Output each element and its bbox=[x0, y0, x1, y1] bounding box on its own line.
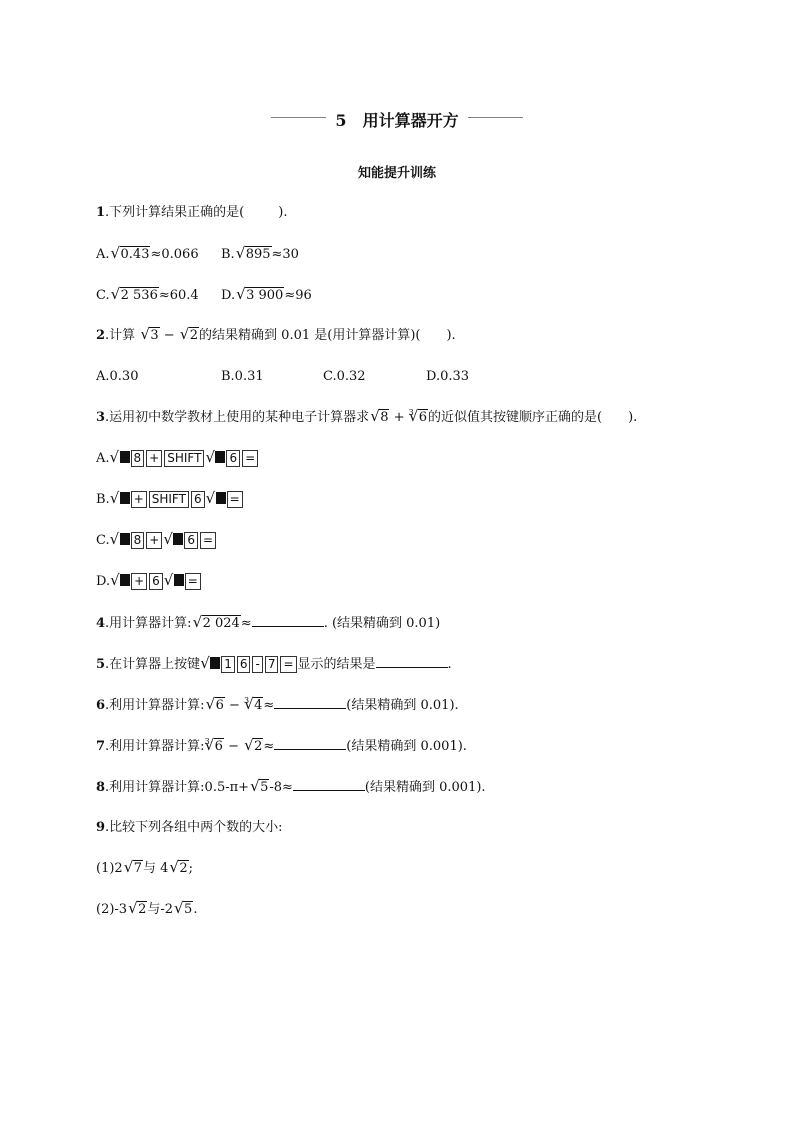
title-block bbox=[0, 108, 794, 136]
operator: − bbox=[223, 739, 244, 754]
radicand: 2 024 bbox=[202, 616, 240, 631]
answer-blank[interactable] bbox=[274, 696, 346, 709]
question-text: .下列计算结果正确的是( bbox=[105, 205, 245, 220]
sqrt bbox=[124, 860, 143, 878]
question-number: 7 bbox=[96, 739, 106, 754]
radicand: 2 bbox=[189, 328, 199, 343]
question-number: 5 bbox=[96, 657, 106, 672]
option-label: D. bbox=[221, 288, 236, 303]
option-d bbox=[221, 287, 312, 305]
question-3 bbox=[96, 409, 637, 428]
radicand: 2 bbox=[138, 902, 147, 917]
question-tail: ). bbox=[278, 205, 288, 220]
sqrt bbox=[244, 697, 263, 715]
q9-part-2 bbox=[96, 901, 197, 919]
question-5 bbox=[96, 655, 452, 674]
page-title bbox=[0, 108, 794, 131]
radicand: 3 bbox=[150, 328, 159, 343]
sqrt bbox=[409, 409, 428, 427]
sqrt bbox=[180, 327, 199, 345]
answer-blank[interactable] bbox=[274, 737, 346, 750]
option-label: D. bbox=[96, 574, 111, 589]
q9-part-1 bbox=[96, 860, 193, 878]
sqrt bbox=[236, 246, 272, 264]
question-4 bbox=[96, 614, 440, 633]
key: 6 bbox=[191, 491, 205, 508]
option-value: ≈60.4 bbox=[158, 288, 199, 303]
radicand: 7 bbox=[133, 861, 142, 876]
question-tail: ). bbox=[628, 410, 638, 425]
sqrt bbox=[174, 901, 193, 919]
option-label: A. bbox=[96, 451, 110, 466]
question-text-2: (结果精确到 0.01). bbox=[346, 698, 459, 713]
answer-blank[interactable] bbox=[252, 614, 324, 627]
key: + bbox=[146, 450, 162, 467]
q3-option-d bbox=[96, 573, 202, 591]
answer-blank[interactable] bbox=[376, 655, 448, 668]
option-a: A.0.30 bbox=[96, 369, 139, 384]
question-text: .利用计算器计算:0.5-π+ bbox=[105, 780, 250, 795]
key: 1 bbox=[221, 656, 235, 673]
question-number: 4 bbox=[96, 616, 106, 631]
key: 6 bbox=[184, 532, 198, 549]
question-8 bbox=[96, 778, 486, 797]
approx-sign: ≈ bbox=[240, 616, 252, 631]
radicand: 2 bbox=[254, 739, 263, 754]
part-text: (2)-3 bbox=[96, 902, 128, 917]
option-b: B.0.31 bbox=[221, 369, 264, 384]
question-text-2: 的结果精确到 0.01 是(用计算器计算)( bbox=[199, 328, 421, 343]
sqrt-key-icon bbox=[110, 532, 130, 550]
q3-option-a bbox=[96, 450, 259, 468]
question-text: .比较下列各组中两个数的大小: bbox=[105, 820, 283, 835]
question-1 bbox=[96, 204, 287, 222]
sqrt bbox=[244, 738, 263, 756]
question-text-2: 的近似值其按键顺序正确的是( bbox=[428, 410, 603, 425]
key: 6 bbox=[226, 450, 240, 467]
option-c: C.0.32 bbox=[323, 369, 366, 384]
radicand: 2 536 bbox=[120, 288, 158, 303]
option-b bbox=[221, 246, 299, 264]
question-7 bbox=[96, 737, 467, 757]
key: = bbox=[280, 656, 296, 673]
sqrt-key-icon bbox=[206, 491, 226, 509]
question-text: .用计算器计算: bbox=[105, 616, 192, 631]
key: - bbox=[252, 656, 262, 673]
radicand: 5 bbox=[260, 780, 269, 795]
radicand: 4 bbox=[254, 698, 263, 713]
radicand: 6 bbox=[215, 698, 224, 713]
q2-options bbox=[96, 368, 469, 386]
part-text-mid: 与-2 bbox=[147, 902, 174, 917]
sqrt bbox=[111, 246, 151, 264]
sqrt-key-icon bbox=[163, 532, 183, 550]
key: 6 bbox=[149, 573, 163, 590]
sqrt bbox=[111, 287, 159, 305]
q3-option-c bbox=[96, 532, 217, 550]
question-number: 1 bbox=[96, 205, 106, 220]
option-label: B. bbox=[96, 492, 110, 507]
cube-index: 3 bbox=[408, 408, 414, 417]
part-text-mid: 与 4 bbox=[142, 861, 169, 876]
sqrt-key-icon bbox=[110, 450, 130, 468]
question-text-mid: -8≈ bbox=[269, 780, 293, 795]
question-6 bbox=[96, 696, 459, 716]
option-label: A. bbox=[96, 247, 110, 262]
sqrt bbox=[169, 860, 188, 878]
sqrt bbox=[193, 615, 241, 633]
radicand: 8 bbox=[380, 410, 389, 425]
sqrt bbox=[205, 738, 224, 756]
radicand: 6 bbox=[418, 410, 428, 425]
option-c bbox=[96, 287, 221, 305]
q3-option-b bbox=[96, 491, 244, 509]
sqrt bbox=[250, 779, 269, 797]
option-label: B. bbox=[221, 247, 235, 262]
question-text: .在计算器上按键 bbox=[105, 657, 201, 672]
sqrt-key-icon bbox=[200, 656, 220, 674]
sqrt-key-icon bbox=[110, 573, 130, 591]
sqrt bbox=[140, 327, 159, 345]
key: 6 bbox=[237, 656, 251, 673]
key: 7 bbox=[265, 656, 279, 673]
part-tail: . bbox=[193, 902, 198, 917]
question-9 bbox=[96, 819, 283, 837]
question-tail: ). bbox=[446, 328, 456, 343]
radicand: 2 bbox=[179, 861, 188, 876]
option-label: C. bbox=[96, 533, 110, 548]
operator: + bbox=[389, 410, 409, 425]
radicand: 5 bbox=[184, 902, 193, 917]
question-text: .计算 bbox=[105, 328, 140, 343]
question-text-2: 显示的结果是 bbox=[297, 657, 376, 672]
question-2 bbox=[96, 327, 456, 345]
question-text-2: . (结果精确到 0.01) bbox=[323, 616, 441, 631]
approx-sign: ≈ bbox=[263, 739, 275, 754]
key: 8 bbox=[131, 532, 145, 549]
sqrt bbox=[236, 287, 284, 305]
approx-sign: ≈ bbox=[263, 698, 275, 713]
question-number: 8 bbox=[96, 780, 106, 795]
section-title: 用计算器开方 bbox=[362, 111, 459, 130]
cube-index: 3 bbox=[244, 696, 250, 705]
option-label: C. bbox=[96, 288, 110, 303]
shift-key: SHIFT bbox=[164, 450, 204, 467]
question-text: .利用计算器计算: bbox=[105, 698, 205, 713]
sqrt bbox=[370, 409, 389, 427]
answer-blank[interactable] bbox=[293, 778, 365, 791]
section-number: 5 bbox=[335, 111, 347, 130]
q1-options-row1 bbox=[96, 246, 299, 264]
key: + bbox=[131, 491, 147, 508]
operator: − bbox=[159, 328, 179, 343]
key: = bbox=[200, 532, 216, 549]
question-number: 2 bbox=[96, 328, 106, 343]
radicand: 6 bbox=[214, 739, 223, 754]
part-tail: ; bbox=[188, 861, 194, 876]
sqrt-key-icon bbox=[205, 450, 225, 468]
question-text-2: (结果精确到 0.001). bbox=[346, 739, 467, 754]
radicand: 895 bbox=[245, 247, 271, 262]
question-tail: . bbox=[447, 657, 452, 672]
sqrt-key-icon bbox=[164, 573, 184, 591]
key: 8 bbox=[131, 450, 145, 467]
key: = bbox=[242, 450, 258, 467]
key: = bbox=[185, 573, 201, 590]
question-number: 6 bbox=[96, 698, 106, 713]
key: + bbox=[146, 532, 162, 549]
sqrt-key-icon bbox=[110, 491, 130, 509]
sqrt bbox=[128, 901, 147, 919]
sqrt bbox=[206, 697, 225, 715]
shift-key: SHIFT bbox=[149, 491, 189, 508]
question-number: 9 bbox=[96, 820, 106, 835]
option-d: D.0.33 bbox=[426, 369, 470, 384]
key: + bbox=[131, 573, 147, 590]
option-value: ≈0.066 bbox=[150, 247, 199, 262]
question-text: .运用初中数学教材上使用的某种电子计算器求 bbox=[105, 410, 370, 425]
option-a bbox=[96, 246, 221, 264]
option-value: ≈96 bbox=[284, 288, 312, 303]
part-text: (1)2 bbox=[96, 861, 123, 876]
radicand: 3 900 bbox=[246, 288, 284, 303]
radicand: 0.43 bbox=[120, 247, 150, 262]
operator: − bbox=[224, 698, 245, 713]
question-text-2: (结果精确到 0.001). bbox=[364, 780, 486, 795]
title-rule-right bbox=[468, 117, 523, 118]
cube-index: 3 bbox=[204, 737, 210, 746]
question-text: .利用计算器计算: bbox=[105, 739, 205, 754]
q1-options-row2 bbox=[96, 287, 312, 305]
key: = bbox=[227, 491, 243, 508]
page-subtitle: 知能提升训练 bbox=[357, 166, 436, 181]
option-value: ≈30 bbox=[271, 247, 299, 262]
question-number: 3 bbox=[96, 410, 106, 425]
